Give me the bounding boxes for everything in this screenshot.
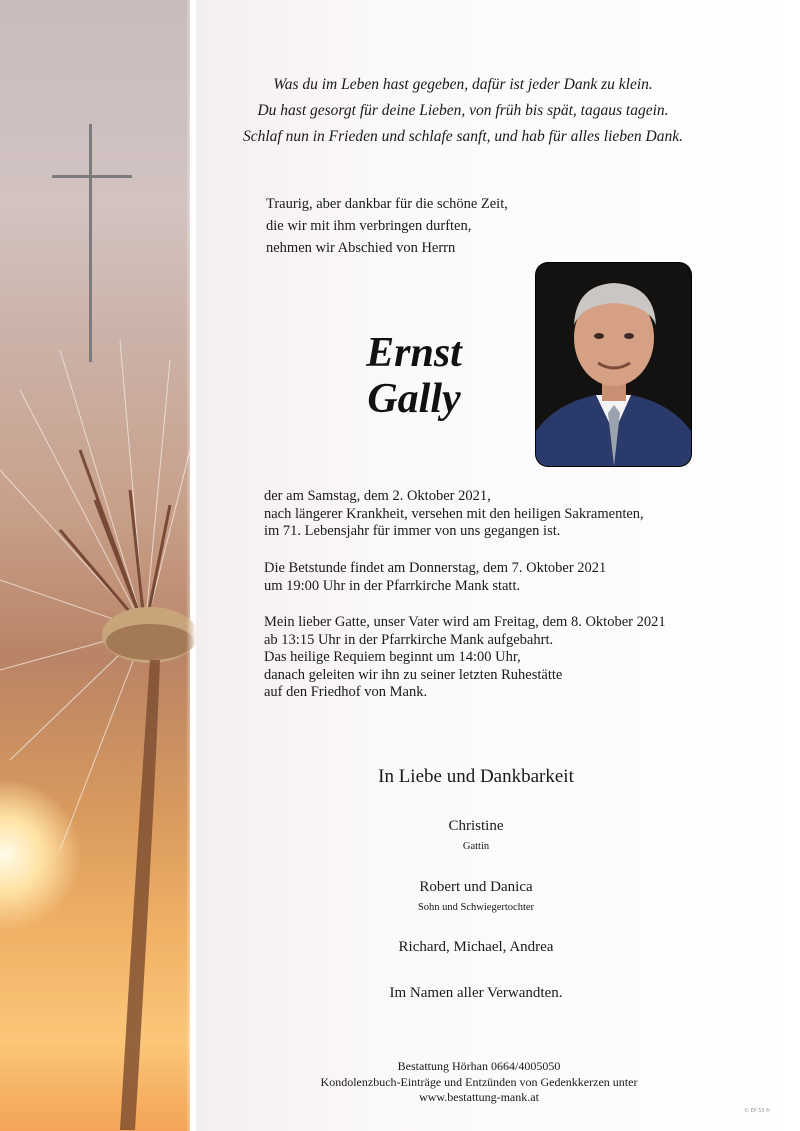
death-notice bbox=[264, 488, 644, 541]
footer-line: Kondolenzbuch-Einträge und Entzünden von Gedenkkerzen unter bbox=[320, 1074, 638, 1089]
text-line: im 71. Lebensjahr für immer von uns gegangen ist. bbox=[264, 523, 561, 539]
poem-line: Was du im Leben hast gegeben, dafür ist jeder Dank zu klein. bbox=[273, 76, 653, 93]
text-line: ab 13:15 Uhr in der Pfarrkirche Mank aufgebahrt. bbox=[264, 631, 554, 648]
mourner-relation: Sohn und Schwiegertochter bbox=[417, 902, 535, 913]
dandelion-image bbox=[0, 330, 200, 1131]
text-line: Mein lieber Gatte, unser Vater wird am Freitag, dem 8. Oktober 2021 bbox=[264, 614, 666, 630]
panel-divider bbox=[186, 0, 196, 1131]
deceased-last-name: Gally bbox=[367, 376, 461, 422]
intro-text bbox=[266, 193, 508, 259]
deceased-first-name: Ernst bbox=[366, 330, 462, 376]
text-line: Das heilige Requiem beginnt um 14:00 Uhr, bbox=[264, 649, 521, 665]
portrait-illustration bbox=[536, 263, 691, 466]
text-line: danach geleiten wir ihn zu seiner letzten Ruhestätte bbox=[264, 666, 563, 683]
deceased-name bbox=[300, 330, 528, 422]
text-line: um 19:00 Uhr in der Pfarrkirche Mank statt. bbox=[264, 577, 521, 594]
text-line: Die Betstunde findet am Donnerstag, dem 7. Oktober 2021 bbox=[264, 560, 607, 576]
intro-line: die wir mit ihm verbringen durften, bbox=[266, 218, 472, 234]
cross-vertical-bar bbox=[89, 124, 92, 362]
poem-line: Schlaf nun in Frieden und schlafe sanft, und hab für alles lieben Dank. bbox=[243, 128, 683, 145]
text-line: auf den Friedhof von Mank. bbox=[264, 684, 428, 700]
relatives-line: Im Namen aller Verwandten. bbox=[389, 985, 563, 1001]
text-line: der am Samstag, dem 2. Oktober 2021, bbox=[264, 488, 491, 504]
memorial-poem bbox=[196, 72, 730, 150]
footer-website: www.bestattung-mank.at bbox=[419, 1090, 539, 1104]
footer-line: Bestattung Hörhan 0664/4005050 bbox=[397, 1059, 561, 1073]
prayer-service-info bbox=[264, 560, 606, 595]
mourner-name: Christine bbox=[448, 818, 504, 834]
poem-line: Du hast gesorgt für deine Lieben, von früh bis spät, tagaus tagein. bbox=[257, 102, 669, 119]
mourner-name: Robert und Danica bbox=[419, 879, 533, 895]
funeral-home-footer bbox=[196, 1059, 762, 1106]
closing-heading: In Liebe und Dankbarkeit bbox=[378, 766, 574, 787]
text-line: nach längerer Krankheit, versehen mit den heiligen Sakramenten, bbox=[264, 505, 644, 522]
intro-line: nehmen wir Abschied von Herrn bbox=[266, 240, 456, 256]
cross-horizontal-bar bbox=[52, 175, 132, 178]
portrait-photo bbox=[536, 263, 691, 466]
funeral-info bbox=[264, 614, 666, 702]
mourner-name: Richard, Michael, Andrea bbox=[398, 939, 554, 955]
intro-line: Traurig, aber dankbar für die schöne Zeit, bbox=[266, 196, 508, 212]
mourner-relation: Gattin bbox=[462, 841, 490, 852]
corner-mark: © EP 55 fr bbox=[744, 1108, 771, 1114]
